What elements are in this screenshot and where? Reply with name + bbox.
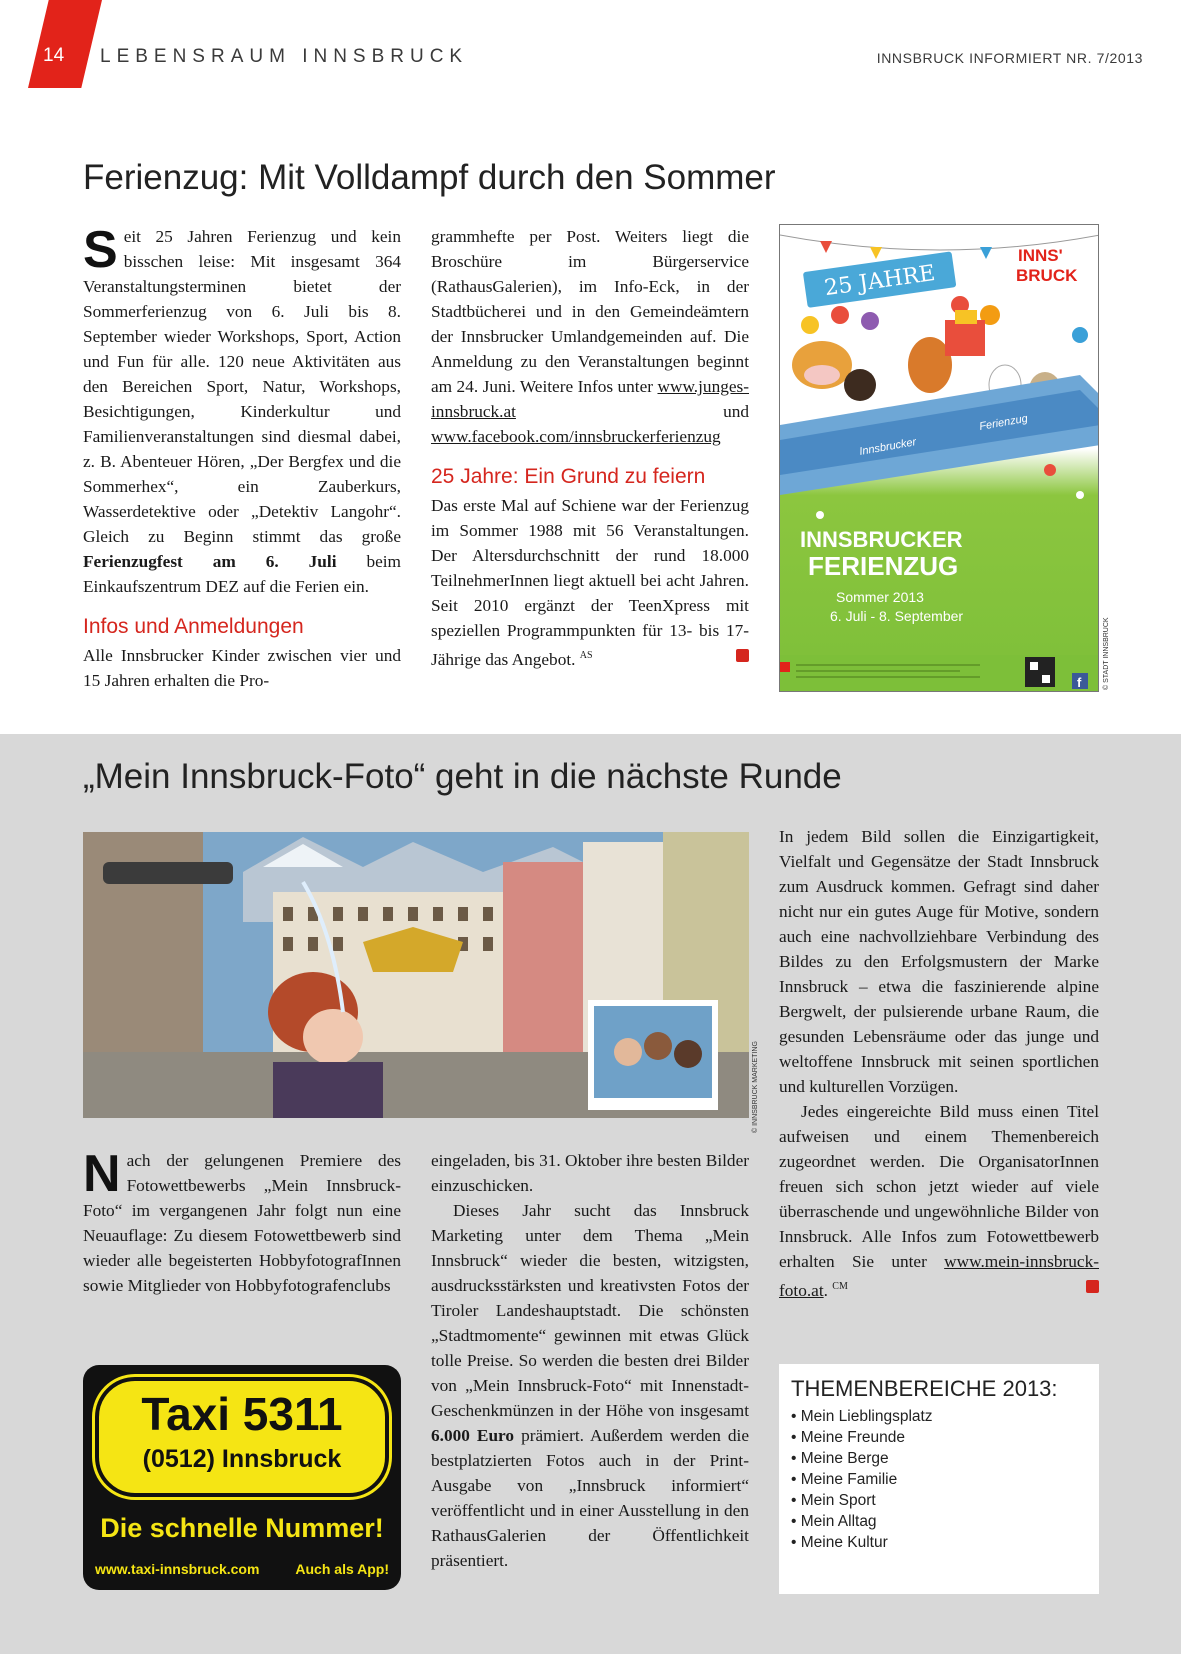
link-junges-innsbruck[interactable]: www.junges-innsbruck.at: [431, 377, 749, 421]
article1-p1-end: beim Einkaufszentrum DEZ auf die Ferien ein.: [83, 552, 401, 596]
poster-title-line1: INNSBRUCKER: [800, 527, 963, 552]
themen-item: • Mein Sport: [791, 1490, 1087, 1511]
article2-title: „Mein Innsbruck-Foto“ geht in die nächste Runde: [83, 757, 842, 796]
article1-p1-bold: Ferienzugfest am 6. Juli: [83, 552, 337, 571]
article2-p2: [431, 1198, 749, 1573]
taxi-sign: [95, 1377, 389, 1497]
article2-p1-cont: eingeladen, bis 31. Oktober ihre besten Bilder einzuschicken.: [431, 1151, 749, 1195]
article1-p2-part: Alle Innsbrucker Kinder zwischen vier und 15 Jahren erhalten die Pro-: [83, 646, 401, 690]
article2-column-1: [83, 1145, 401, 1298]
page-number: 14: [43, 45, 65, 66]
poster-title-line2: FERIENZUG: [808, 551, 959, 581]
poster-train-label2: Ferienzug: [978, 412, 1029, 433]
article1-p2-cont: grammhefte per Post. Weiters liegt die Broschüre im Bürgerservice (RathausGalerien), im Info-Eck, in der Stadtbücherei und in den Gemeindeämtern der Innsbrucker Umlandgemeinden auf. Die Anmeldung zu den Veranstaltungen beginnt am 24. Juni. Weitere Infos unter: [431, 227, 749, 396]
article1-intro: [83, 221, 401, 599]
article2-p1: ach der gelungenen Premiere des Fotowettbewerbs „Mein Innsbruck-Foto“ im vergangenen Jahr folgt nun eine Neuauflage: Zu diesem Fotowettbewerb sind wieder alle begeisterten HobbyfotografInnen sowie Mitglieder von Hobbyfotografenclubs: [83, 1151, 401, 1295]
photo-illustration: [83, 832, 749, 1118]
article2-p4-end: .: [823, 1280, 828, 1300]
article1-p3: [431, 493, 749, 672]
taxi-slogan: Die schnelle Nummer!: [100, 1513, 384, 1543]
article2-p3: In jedem Bild sollen die Einzigartigkeit, Vielfalt und Gegensätze der Stadt Innsbruck zum Ausdruck kommen. Gefragt sind daher nicht nur ein gutes Auge für Motive, sondern auch eine nachvollziehbare Verbindung des Bildes zu den Erfolgsmustern der Marke Innsbruck – etwa die faszinierende alpine Bergwelt, der pulsierende urbane Raum, die gesunden Lebensräume oder das junge und weltoffene Innsbruck mit seinen sportlichen und kulturellen Vorzügen.: [779, 827, 1099, 1096]
taxi-title: Taxi 5311: [141, 1388, 343, 1440]
themen-item: • Mein Alltag: [791, 1511, 1087, 1532]
poster-credit: © STADT INNSBRUCK: [1103, 617, 1110, 690]
article1-p2-start: [83, 643, 401, 693]
article1-p3-text: Das erste Mal auf Schiene war der Ferienzug im Sommer 1988 mit 56 Veranstaltungen. Der Altersdurchschnitt der rund 18.000 TeilnehmerInnen liegt aktuell bei acht Jahren. Seit 2010 ergänzt der TeenXpress mit speziellen Programmpunkten für 13- bis 17-Jährige das Angebot.: [431, 496, 749, 669]
article1-p2: [431, 224, 749, 449]
end-mark: [736, 649, 749, 662]
dropcap: S: [83, 221, 118, 279]
themen-item: • Meine Familie: [791, 1469, 1087, 1490]
section-title: LEBENSRAUM INNSBRUCK: [100, 46, 469, 67]
article2-column-3: [779, 824, 1099, 1303]
poster-season: Sommer 2013: [836, 589, 924, 605]
svg-text:f: f: [1077, 675, 1082, 690]
article2-p2-bold: 6.000 Euro: [431, 1426, 515, 1445]
article1-p2-mid: und: [515, 402, 749, 421]
link-mein-innsbruck-foto[interactable]: www.mein-innsbruck-foto.at: [779, 1252, 1099, 1300]
ferienzug-poster: [779, 224, 1099, 692]
themen-item: • Mein Lieblingsplatz: [791, 1406, 1087, 1427]
article2-p4-text: Jedes eingereichte Bild muss einen Titel aufweisen und einem Themenbereich zugeordnet werden. Die OrganisatorInnen freuen sich schon jetzt wieder auf viele überraschende und ungewöhnliche Bilder von Innsbruck. Alle Infos zum Fotowettbewerb erhalten Sie unter: [779, 1102, 1099, 1271]
poster-logo-line1: INNS': [1018, 246, 1063, 265]
author-signature: AS: [579, 650, 593, 661]
subheading-25-jahre: 25 Jahre: Ein Grund zu feiern: [431, 465, 706, 488]
poster-logo-line2: BRUCK: [1016, 266, 1078, 285]
link-facebook-ferienzug[interactable]: www.facebook.com/innsbruckerferienzug: [431, 427, 721, 446]
issue-label: INNSBRUCK INFORMIERT NR. 7/2013: [876, 50, 1143, 66]
end-mark: [1086, 1280, 1099, 1293]
poster-train-label1: Innsbrucker: [858, 436, 918, 458]
taxi-url: www.taxi-innsbruck.com: [95, 1561, 260, 1577]
article1-p1: eit 25 Jahren Ferienzug und kein bisschen leise: Mit insgesamt 364 Veranstaltungsterminen bietet der Sommerferienzug von 6. Juli bis 8. September wieder Workshops, Sport, Action und Fun für alle. 120 neue Aktivitäten aus den Bereichen Sport, Natur, Workshops, Besichtigungen, Kinderkultur und Familienveranstaltungen sind diesmal dabei, z. B. Abenteuer Hören, „Der Bergfex und die Sommerhex“, ein Zauberkurs, Wasserdetektive oder „Detektiv Langohr“. Gleich zu Beginn stimmt das große: [83, 227, 401, 546]
themen-item: • Meine Kultur: [791, 1532, 1087, 1553]
themen-list: [791, 1406, 1087, 1553]
article2-column-2: [431, 1148, 749, 1573]
article2-p4: [779, 1099, 1099, 1303]
subheading-infos: Infos und Anmeldungen: [83, 615, 304, 638]
page-number-tab: [28, 0, 102, 88]
author-signature: CM: [832, 1281, 848, 1292]
article1-title: Ferienzug: Mit Volldampf durch den Sommer: [83, 158, 776, 197]
themen-item: • Meine Freunde: [791, 1427, 1087, 1448]
photo-credit: © INNSBRUCK MARKETING: [752, 1041, 759, 1133]
innsbruck-photo: [83, 832, 749, 1118]
poster-illustration: [780, 225, 1099, 692]
taxi-phone: (0512) Innsbruck: [142, 1445, 342, 1473]
article1-column-1: [83, 221, 401, 693]
article2-p2-end: prämiert. Außerdem werden die bestplatzierten Fotos auch in der Print-Ausgabe von „Innsbruck informiert“ veröffentlicht und in einer Ausstellung in den RathausGalerien der Öffentlichkeit präsentiert.: [431, 1426, 750, 1570]
article1-column-2: [431, 224, 749, 672]
article2-intro: [83, 1145, 401, 1298]
themen-title: THEMENBEREICHE 2013:: [791, 1376, 1058, 1401]
article2-p2-text: Dieses Jahr sucht das Innsbruck Marketing unter dem Thema „Mein Innsbruck“ wieder die besten, witzigsten, ausdrucksstärksten und kreativsten Fotos der Tiroler Landeshauptstadt. Die schönsten „Stadtmomente“ gewinnen mit etwas Glück tolle Preise. So werden die besten drei Bilder von „Mein Innsbruck-Foto“ mit Innenstadt-Geschenkmünzen in der Höhe von insgesamt: [431, 1201, 749, 1420]
dropcap: N: [83, 1145, 121, 1203]
themen-box: [779, 1364, 1099, 1594]
taxi-ad[interactable]: [83, 1365, 401, 1590]
taxi-app-note: Auch als App!: [295, 1561, 389, 1577]
themen-item: • Meine Berge: [791, 1448, 1087, 1469]
poster-dates: 6. Juli - 8. September: [830, 608, 964, 624]
poster-banner-text: 25 JAHRE: [822, 260, 937, 302]
